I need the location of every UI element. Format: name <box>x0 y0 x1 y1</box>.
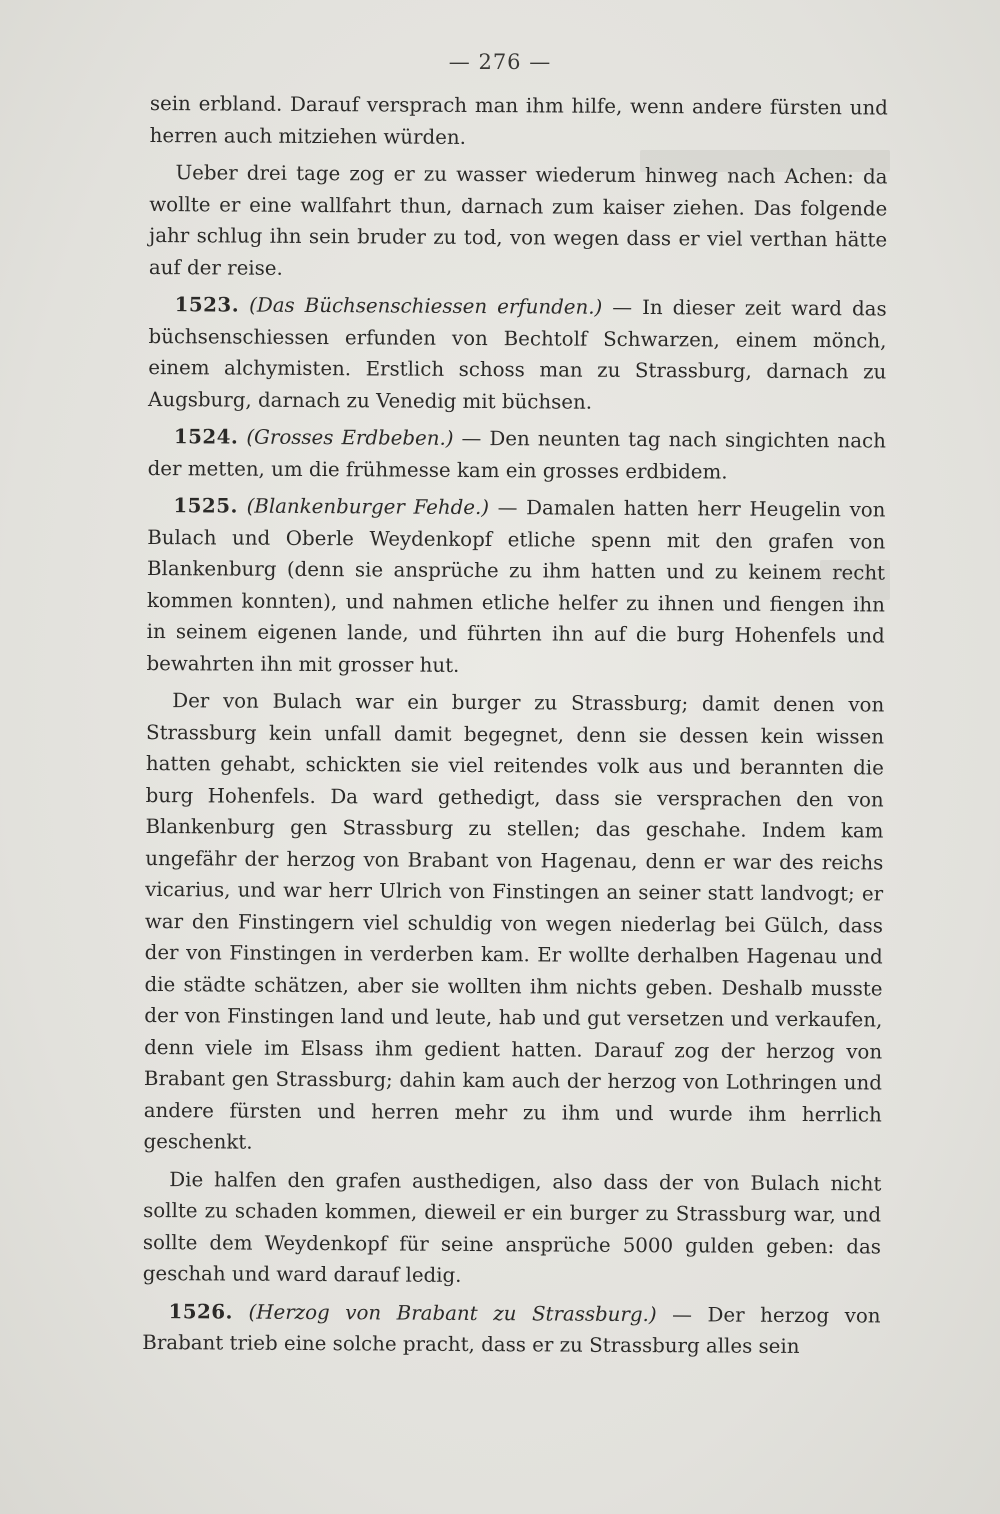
entry-text: — In dieser zeit ward das büchsenschiessen erfunden von Bechtolf Schwarzen, einem mönch, einem alchymisten. Erstlich schoss man zu Strassburg, darnach zu Augsburg, darnach zu Venedig mit büchsen. <box>148 295 887 414</box>
entry-1526 <box>142 1295 880 1363</box>
entry-year: 1523. <box>174 292 240 317</box>
entry-1524 <box>148 421 886 489</box>
entry-text: — Den neunten tag nach singichten nach der metten, um die frühmesse kam ein grosses erdbidem. <box>147 426 886 484</box>
entry-year: 1526. <box>168 1298 234 1324</box>
paragraph-continuation: sein erbland. Darauf versprach man ihm hilfe, wenn andere fürsten und herren auch mitziehen würden. <box>149 91 888 149</box>
entry-title: (Grosses Erdbeben.) <box>246 425 454 450</box>
entry-title: (Blankenburger Fehde.) <box>246 494 490 520</box>
body-text <box>142 88 888 1369</box>
paragraph-bulach: Der von Bulach war ein burger zu Strassburg; damit denen von Strassburg kein unfall damit begegnet, denn sie dessen kein wissen hatten gehabt, schickten sie viel reitendes volk aus und berannten die burg Hohenfels. Da ward gethedigt, dass sie versprachen den von Blankenburg gen Strassburg zu stellen; das geschahe. Indem kam ungefähr der herzog von Brabant von Hagenau, denn er war des reichs vicarius, und war herr Ulrich von Finstingen an seiner statt landvogt; er war den Finstingern viel schuldig von wegen niederlag bei Gülch, dass der von Finstingen in verderben kam. Er wollte derhalben Hagenau und die städte schätzen, aber sie wollten ihm nichts geben. Deshalb musste der von Finstingen land und leute, hab und gut versetzen und verkaufen, denn viele im Elsass ihm gedient hatten. Darauf zog der herzog von Brabant gen Strassburg; dahin kam auch der herzog von Lothringen und andere fürsten und herren mehr zu ihm und wurde ihm herrlich geschenkt. <box>143 689 885 1154</box>
page-number: — 276 — <box>448 50 552 74</box>
entry-year: 1524. <box>173 424 239 449</box>
entry-text: — Damalen hatten herr Heugelin von Bulach und Oberle Weydenkopf etliche spenn mit den grafen von Blankenburg (denn sie ansprüche zu ihm hatten und zu keinem recht kommen konnten), und nahmen etliche helfer zu ihnen und fiengen ihn in seinem eigenen lande, und führten ihn auf die burg Hohenfels und bewahrten ihn mit grosser hut. <box>146 496 886 677</box>
entry-title: (Herzog von Brabant zu Strassburg.) <box>248 1300 657 1326</box>
entry-1523 <box>148 289 887 420</box>
entry-year: 1525. <box>173 493 238 518</box>
entry-title: (Das Büchsenschiessen erfunden.) <box>249 293 603 319</box>
paragraph-grafen: Die halfen den grafen austhedigen, also dass der von Bulach nicht sollte zu schaden kommen, dieweil er ein burger zu Strassburg war, und sollte dem Weydenkopf für seine ansprüche 5000 gulden geben: das geschah und ward darauf ledig. <box>142 1167 882 1287</box>
entry-text: — Der herzog von Brabant trieb eine solche pracht, dass er zu Strassburg alles sein <box>142 1302 881 1358</box>
paragraph-achen: Ueber drei tage zog er zu wasser wiederum hinweg nach Achen: da wollte er eine wallfahrt thun, darnach zum kaiser ziehen. Das folgende jahr schlug ihn sein bruder zu tod, von wegen dass er viel verthan hätte auf der reise. <box>148 161 888 280</box>
entry-1525 <box>146 490 885 684</box>
